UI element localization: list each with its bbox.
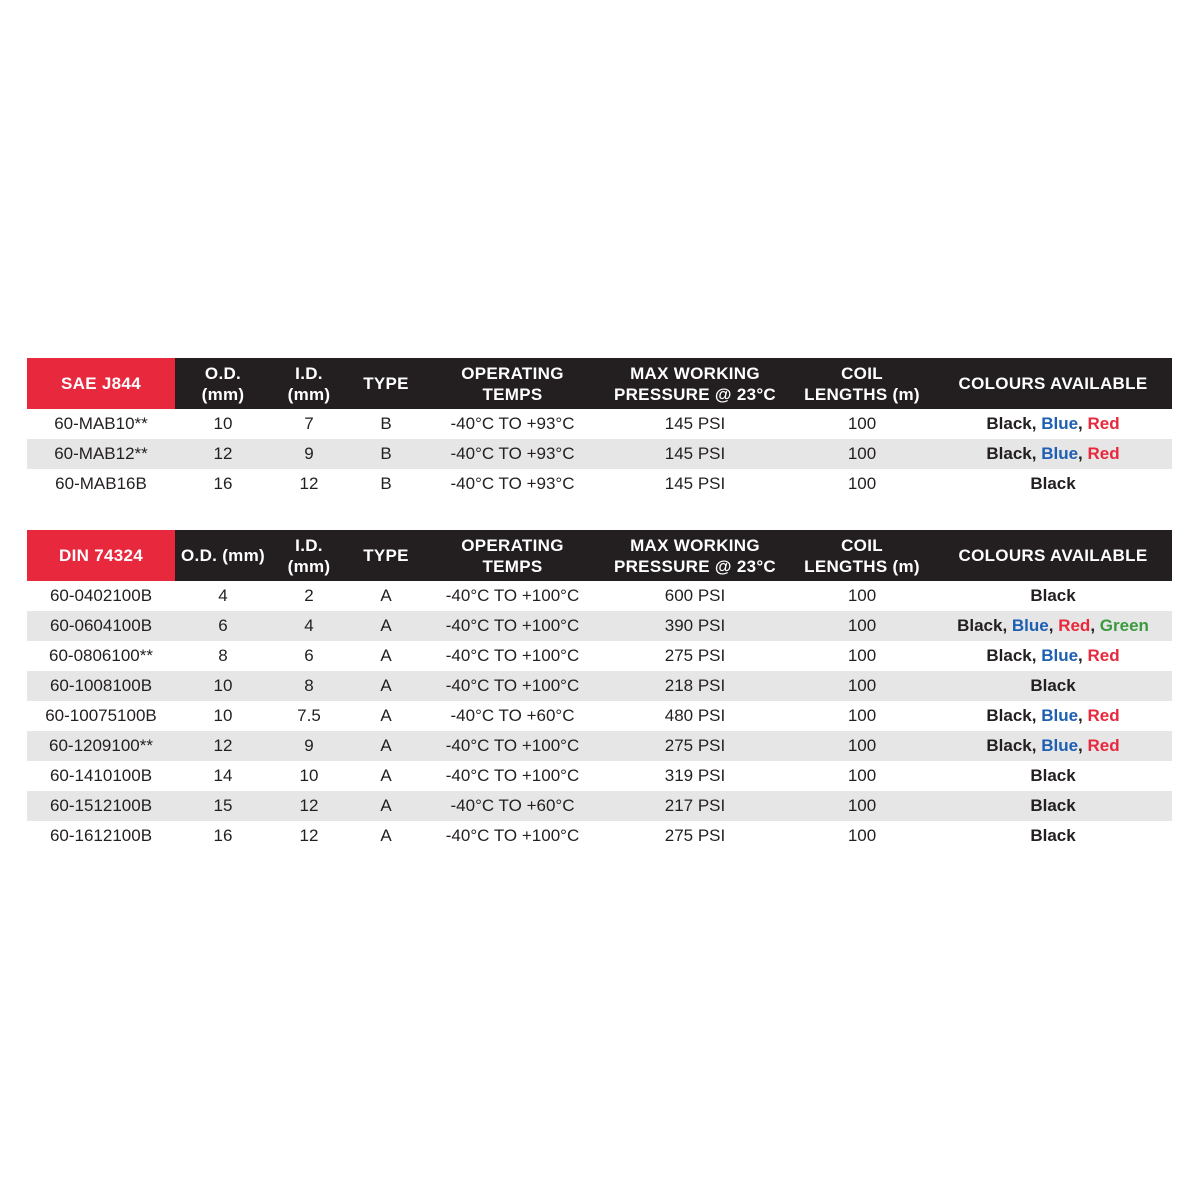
coil-cell: 100 bbox=[847, 586, 877, 605]
coil-cell: 100 bbox=[790, 611, 934, 641]
colour-option: Black bbox=[1030, 766, 1076, 785]
id-cell: 6 bbox=[304, 646, 314, 665]
id-cell: 4 bbox=[271, 611, 347, 641]
colour-option: Black bbox=[1030, 474, 1076, 493]
id-header: I.D. (mm) bbox=[271, 530, 347, 581]
od-cell: 10 bbox=[213, 414, 233, 433]
type-cell: A bbox=[347, 611, 425, 641]
colour-option: Red bbox=[1058, 616, 1091, 635]
table-row bbox=[27, 731, 1172, 761]
coil-cell: 100 bbox=[790, 439, 934, 469]
colour-option: Blue bbox=[1041, 706, 1079, 725]
part-number-cell: 60-MAB10** bbox=[54, 414, 148, 433]
table-row bbox=[27, 641, 1172, 671]
table-row bbox=[27, 409, 1172, 439]
colour-option: Blue bbox=[1011, 616, 1049, 635]
coil-cell: 100 bbox=[847, 706, 877, 725]
pressure-cell: 145 PSI bbox=[664, 474, 726, 493]
colour-option: Blue bbox=[1041, 444, 1079, 463]
coil-cell: 100 bbox=[790, 791, 934, 821]
coil-cell: 100 bbox=[847, 766, 877, 785]
id-cell: 8 bbox=[271, 671, 347, 701]
colour-option: Black bbox=[986, 646, 1032, 665]
pressure-cell: 218 PSI bbox=[600, 671, 790, 701]
temps-cell: -40°C TO +100°C bbox=[445, 646, 580, 665]
temps-cell: -40°C TO +100°C bbox=[425, 731, 600, 761]
part-number-cell: 60-0806100** bbox=[49, 646, 153, 665]
colours-cell bbox=[934, 761, 1172, 791]
sae-j844-table bbox=[27, 358, 1172, 499]
pressure-header: MAX WORKING PRESSURE @ 23°C bbox=[600, 358, 790, 409]
colours-cell bbox=[934, 821, 1172, 851]
colours-cell: Black, Blue, Red bbox=[986, 414, 1120, 433]
colour-option: Black bbox=[986, 444, 1032, 463]
pressure-cell: 275 PSI bbox=[600, 731, 790, 761]
pressure-cell: 217 PSI bbox=[600, 791, 790, 821]
colour-option: Black bbox=[986, 736, 1032, 755]
od-header: O.D. (mm) bbox=[175, 530, 271, 581]
od-cell: 12 bbox=[175, 439, 271, 469]
od-cell: 4 bbox=[218, 586, 228, 605]
temps-header: OPERATING TEMPS bbox=[425, 358, 600, 409]
id-cell: 9 bbox=[271, 439, 347, 469]
table-row bbox=[27, 821, 1172, 851]
colour-option: Black bbox=[957, 616, 1003, 635]
od-cell: 16 bbox=[213, 474, 233, 493]
od-cell: 14 bbox=[213, 766, 233, 785]
type-cell: A bbox=[347, 791, 425, 821]
pressure-cell: 275 PSI bbox=[664, 826, 726, 845]
od-cell: 10 bbox=[213, 706, 233, 725]
table-body bbox=[27, 581, 1172, 851]
id-header: I.D. (mm) bbox=[271, 358, 347, 409]
id-cell: 2 bbox=[304, 586, 314, 605]
type-cell: B bbox=[380, 474, 392, 493]
type-cell: A bbox=[347, 731, 425, 761]
colour-option: Red bbox=[1087, 706, 1120, 725]
pressure-cell: 145 PSI bbox=[600, 439, 790, 469]
table-row bbox=[27, 701, 1172, 731]
colour-option: Red bbox=[1087, 444, 1120, 463]
pressure-cell: 145 PSI bbox=[664, 414, 726, 433]
table-row bbox=[27, 581, 1172, 611]
coil-cell: 100 bbox=[790, 671, 934, 701]
part-number-cell: 60-MAB12** bbox=[27, 439, 175, 469]
coil-cell: 100 bbox=[847, 414, 877, 433]
colours-cell bbox=[934, 671, 1172, 701]
colour-option: Black bbox=[986, 706, 1032, 725]
temps-cell: -40°C TO +60°C bbox=[450, 706, 575, 725]
temps-cell: -40°C TO +93°C bbox=[450, 414, 575, 433]
standard-label: DIN 74324 bbox=[27, 530, 175, 581]
part-number-cell: 60-0402100B bbox=[49, 586, 153, 605]
table-header bbox=[27, 358, 1172, 409]
colours-header: COLOURS AVAILABLE bbox=[934, 530, 1172, 581]
part-number-cell: 60-1209100** bbox=[27, 731, 175, 761]
temps-cell: -40°C TO +93°C bbox=[425, 439, 600, 469]
od-cell: 8 bbox=[218, 646, 228, 665]
table-row bbox=[27, 469, 1172, 499]
od-cell: 12 bbox=[175, 731, 271, 761]
pressure-header: MAX WORKING PRESSURE @ 23°C bbox=[600, 530, 790, 581]
colour-option: Red bbox=[1087, 414, 1120, 433]
table-row bbox=[27, 761, 1172, 791]
type-header: TYPE bbox=[347, 530, 425, 581]
table-row bbox=[27, 791, 1172, 821]
table-row bbox=[27, 611, 1172, 641]
colours-cell: Black, Blue, Red, Green bbox=[934, 611, 1172, 641]
coil-header: COIL LENGTHS (m) bbox=[790, 358, 934, 409]
od-cell: 16 bbox=[213, 826, 233, 845]
od-cell: 6 bbox=[175, 611, 271, 641]
part-number-cell: 60-1008100B bbox=[27, 671, 175, 701]
temps-header: OPERATING TEMPS bbox=[425, 530, 600, 581]
id-cell: 12 bbox=[271, 791, 347, 821]
temps-cell: -40°C TO +100°C bbox=[445, 586, 580, 605]
pressure-cell: 390 PSI bbox=[600, 611, 790, 641]
colours-header: COLOURS AVAILABLE bbox=[934, 358, 1172, 409]
temps-cell: -40°C TO +60°C bbox=[425, 791, 600, 821]
pressure-cell: 275 PSI bbox=[664, 646, 726, 665]
colours-cell bbox=[934, 469, 1172, 499]
od-header: O.D. (mm) bbox=[175, 358, 271, 409]
od-cell: 15 bbox=[175, 791, 271, 821]
coil-cell: 100 bbox=[847, 826, 877, 845]
part-number-cell: 60-0604100B bbox=[27, 611, 175, 641]
part-number-cell: 60-10075100B bbox=[45, 706, 157, 725]
temps-cell: -40°C TO +100°C bbox=[425, 611, 600, 641]
colour-option: Black bbox=[1030, 586, 1076, 605]
colour-option: Black bbox=[986, 414, 1032, 433]
id-cell: 12 bbox=[299, 474, 319, 493]
id-cell: 9 bbox=[271, 731, 347, 761]
part-number-cell: 60-1512100B bbox=[27, 791, 175, 821]
temps-cell: -40°C TO +93°C bbox=[450, 474, 575, 493]
coil-cell: 100 bbox=[847, 474, 877, 493]
pressure-cell: 480 PSI bbox=[664, 706, 726, 725]
colour-option: Red bbox=[1087, 736, 1120, 755]
table-header bbox=[27, 530, 1172, 581]
coil-cell: 100 bbox=[847, 646, 877, 665]
pressure-cell: 319 PSI bbox=[664, 766, 726, 785]
part-number-cell: 60-1612100B bbox=[49, 826, 153, 845]
part-number-cell: 60-1410100B bbox=[49, 766, 153, 785]
od-cell: 10 bbox=[175, 671, 271, 701]
colours-cell: Black, Blue, Red bbox=[934, 731, 1172, 761]
temps-cell: -40°C TO +100°C bbox=[425, 671, 600, 701]
id-cell: 12 bbox=[299, 826, 319, 845]
colour-option: Blue bbox=[1041, 414, 1079, 433]
id-cell: 7.5 bbox=[297, 706, 321, 725]
colour-option: Green bbox=[1099, 616, 1149, 635]
pressure-cell: 600 PSI bbox=[664, 586, 726, 605]
colours-cell: Black, Blue, Red bbox=[934, 439, 1172, 469]
type-cell: A bbox=[380, 586, 392, 605]
colour-option: Black bbox=[1030, 796, 1076, 815]
temps-cell: -40°C TO +100°C bbox=[445, 766, 580, 785]
colour-option: Black bbox=[1030, 676, 1076, 695]
temps-cell: -40°C TO +100°C bbox=[445, 826, 580, 845]
type-cell: B bbox=[347, 439, 425, 469]
part-number-cell: 60-MAB16B bbox=[55, 474, 147, 493]
type-header: TYPE bbox=[347, 358, 425, 409]
standard-label: SAE J844 bbox=[27, 358, 175, 409]
type-cell: B bbox=[380, 414, 392, 433]
colour-option: Black bbox=[1030, 826, 1076, 845]
colours-cell bbox=[934, 581, 1172, 611]
colour-option: Blue bbox=[1041, 736, 1079, 755]
type-cell: A bbox=[347, 671, 425, 701]
din-74324-table bbox=[27, 530, 1172, 851]
id-cell: 10 bbox=[299, 766, 319, 785]
table-row bbox=[27, 671, 1172, 701]
id-cell: 7 bbox=[304, 414, 314, 433]
colours-cell: Black, Blue, Red bbox=[986, 706, 1120, 725]
colour-option: Red bbox=[1087, 646, 1120, 665]
colour-option: Blue bbox=[1041, 646, 1079, 665]
colours-cell bbox=[934, 791, 1172, 821]
type-cell: A bbox=[380, 826, 392, 845]
type-cell: A bbox=[380, 706, 392, 725]
table-row bbox=[27, 439, 1172, 469]
type-cell: A bbox=[380, 766, 392, 785]
type-cell: A bbox=[380, 646, 392, 665]
coil-cell: 100 bbox=[790, 731, 934, 761]
coil-header: COIL LENGTHS (m) bbox=[790, 530, 934, 581]
table-body bbox=[27, 409, 1172, 499]
colours-cell: Black, Blue, Red bbox=[986, 646, 1120, 665]
